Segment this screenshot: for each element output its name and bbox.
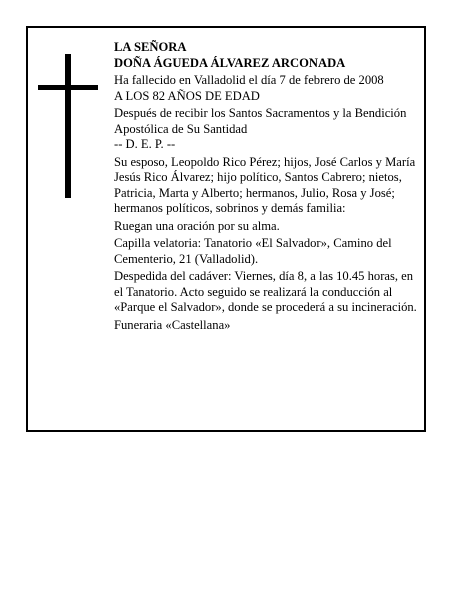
notice-text — [114, 40, 419, 335]
rip-line: -- D. E. P. -- — [114, 137, 176, 151]
age-statement: A LOS 82 AÑOS DE EDAD — [114, 88, 260, 103]
death-statement: Ha fallecido en Valladolid el día 7 de febrero de 2008 — [114, 73, 384, 87]
notice-title: LA SEÑORA — [114, 40, 187, 54]
farewell-info: Despedida del cadáver: Viernes, día 8, a las 10.45 horas, en el Tanatorio. Acto seguido se realizará la conducción al «Parque el Salvador», donde se procederá a su incineración. — [114, 269, 417, 314]
cross-icon — [38, 54, 98, 198]
family-list: Su esposo, Leopoldo Rico Pérez; hijos, José Carlos y María Jesús Rico Álvarez; hijo político, Santos Cabrero; nietos, Patricia, Marta y Alberto; hermanos, Julio, Rosa y José; hermanos políticos, sobrinos y demás familia: — [114, 154, 416, 215]
sacraments-statement: Después de recibir los Santos Sacramentos y la Bendición Apostólica de Su Santidad — [114, 106, 407, 136]
funeral-home: Funeraria «Castellana» — [114, 317, 231, 332]
chapel-info: Capilla velatoria: Tanatorio «El Salvador», Camino del Cementerio, 21 (Valladolid). — [114, 236, 392, 266]
deceased-name: DOÑA ÁGUEDA ÁLVAREZ ARCONADA — [114, 55, 346, 70]
prayer-request: Ruegan una oración por su alma. — [114, 218, 280, 233]
obituary-notice — [26, 26, 426, 432]
